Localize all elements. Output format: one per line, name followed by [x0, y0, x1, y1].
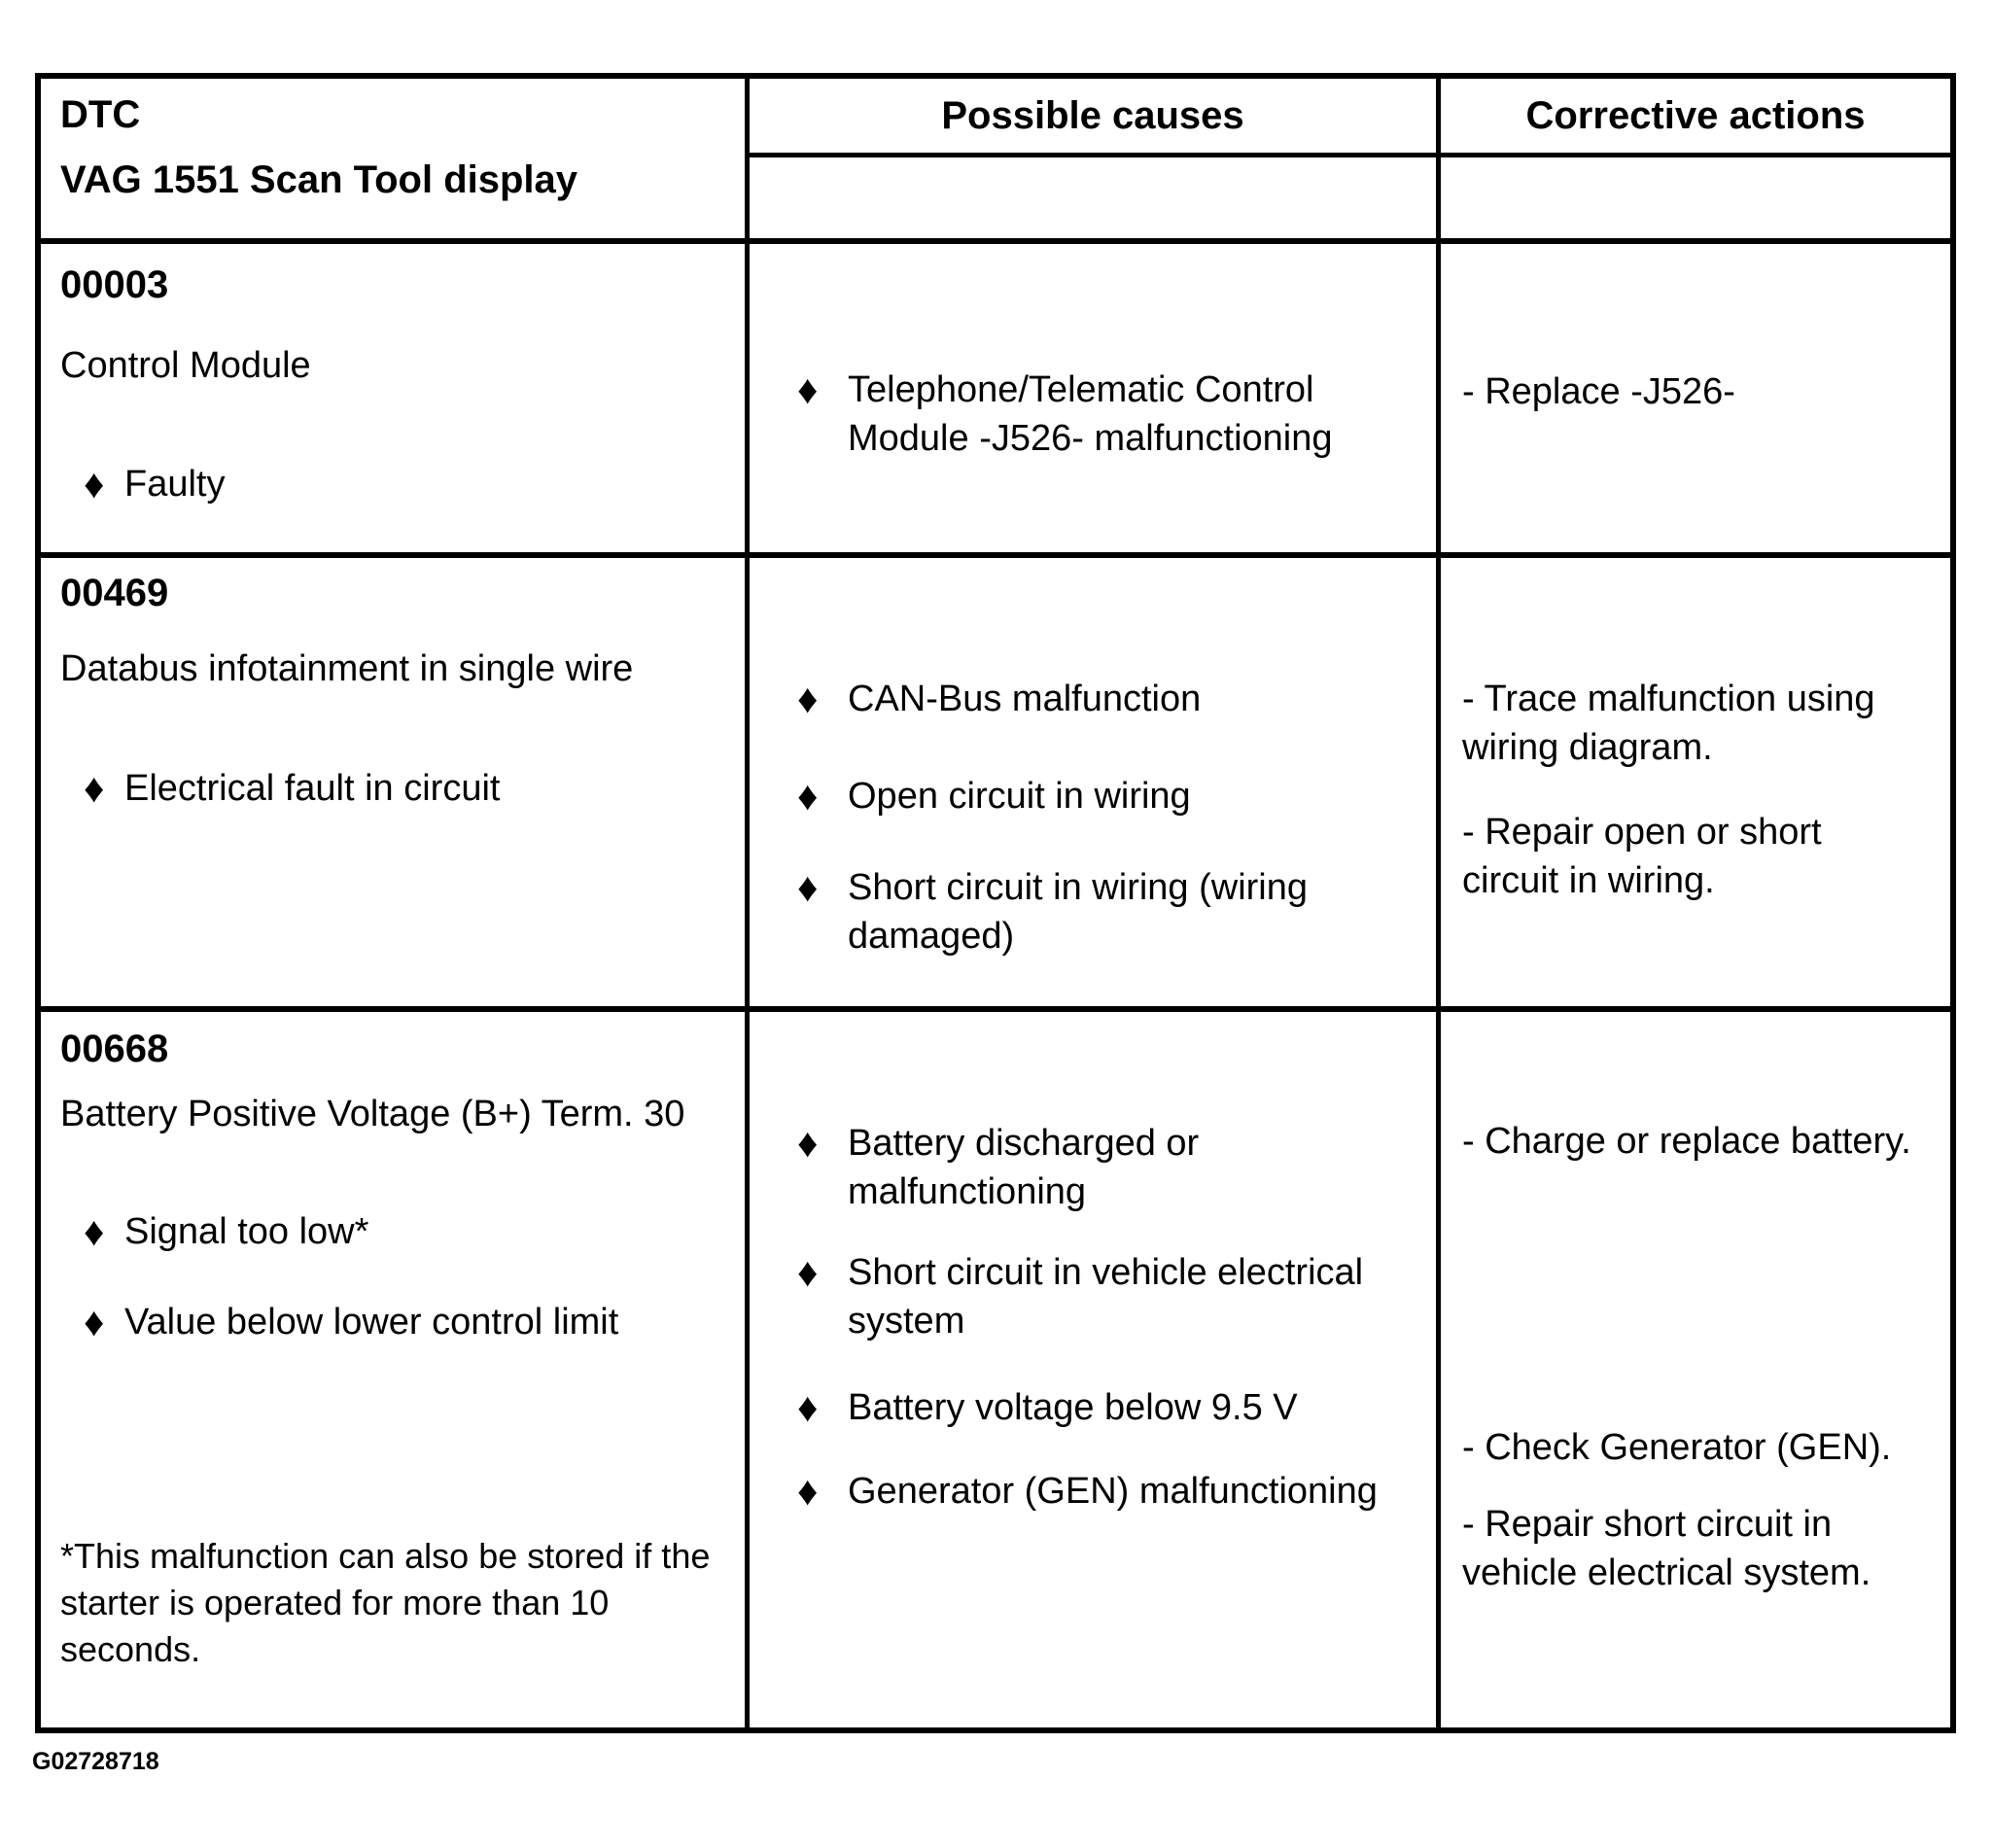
diamond-bullet-icon: ♦ [797, 864, 819, 910]
diamond-bullet-icon: ♦ [797, 1249, 819, 1295]
diamond-bullet-icon: ♦ [797, 1468, 819, 1514]
figure-id-label: G02728718 [32, 1748, 159, 1775]
symptom-item [84, 460, 725, 508]
symptom-text: Electrical fault in circuit [124, 768, 501, 809]
row-00668-causes-cell [745, 1006, 1436, 1727]
cause-text: Battery voltage below 9.5 V [848, 1387, 1298, 1428]
action-text: - Trace malfunction using wiring diagram. [1462, 679, 1875, 768]
diamond-bullet-icon: ♦ [797, 1120, 819, 1166]
row-00003-causes-cell [745, 238, 1436, 552]
action-text: - Repair short circuit in vehicle electrical system. [1462, 1504, 1871, 1593]
action-text: - Check Generator (GEN). [1462, 1427, 1892, 1468]
dtc-code: 00003 [60, 263, 169, 306]
action-text: - Repair open or short circuit in wiring. [1462, 812, 1822, 901]
symptom-text: Faulty [124, 464, 226, 505]
dtc-description: Battery Positive Voltage (B+) Term. 30 [60, 1094, 685, 1134]
cause-text: Generator (GEN) malfunctioning [848, 1471, 1378, 1512]
symptom-item [84, 764, 725, 813]
cause-text: CAN-Bus malfunction [848, 679, 1202, 719]
header-actions-label: Corrective actions [1525, 94, 1866, 137]
cause-text: Battery discharged or malfunctioning [848, 1123, 1200, 1212]
dtc-description: Databus infotainment in single wire [60, 648, 634, 689]
diamond-bullet-icon: ♦ [84, 1299, 105, 1344]
symptom-item [84, 1298, 725, 1346]
diamond-bullet-icon: ♦ [797, 676, 819, 721]
header-cell-dtc [41, 79, 745, 238]
diamond-bullet-icon: ♦ [84, 765, 105, 811]
symptom-item [84, 1207, 725, 1256]
row-00668-actions-cell [1436, 1006, 1950, 1727]
dtc-code: 00668 [60, 1028, 169, 1070]
cause-item [797, 863, 1422, 960]
cause-item [797, 1119, 1422, 1216]
header-dtc-label: DTC [60, 93, 141, 136]
row-00469-actions-cell [1436, 552, 1950, 1006]
dtc-table [35, 73, 1956, 1733]
cause-item [797, 1248, 1422, 1345]
header-cell-causes [745, 79, 1436, 238]
cause-item [797, 1467, 1422, 1516]
diamond-bullet-icon: ♦ [797, 773, 819, 819]
dtc-code: 00469 [60, 572, 169, 614]
row-00469-causes-cell [745, 552, 1436, 1006]
diamond-bullet-icon: ♦ [84, 1208, 105, 1254]
header-cell-actions [1436, 79, 1950, 238]
dtc-footnote: *This malfunction can also be stored if the starter is operated for more than 10 seconds. [60, 1536, 711, 1669]
row-00469-dtc-cell [41, 552, 745, 1006]
row-00668-dtc-cell [41, 1006, 745, 1727]
cause-text: Short circuit in vehicle electrical system [848, 1252, 1364, 1342]
cause-text: Open circuit in wiring [848, 776, 1191, 817]
diamond-bullet-icon: ♦ [797, 1384, 819, 1430]
row-00003-actions-cell [1436, 238, 1950, 552]
symptom-text: Value below lower control limit [124, 1302, 619, 1342]
cause-item [797, 1383, 1422, 1432]
diamond-bullet-icon: ♦ [797, 366, 819, 412]
cause-item [797, 366, 1422, 463]
header-causes-box [750, 79, 1436, 157]
action-text: - Charge or replace battery. [1462, 1121, 1911, 1162]
cause-text: Telephone/Telematic Control Module -J526- malfunctioning [848, 369, 1333, 459]
dtc-table-grid [41, 79, 1950, 1727]
action-text: - Replace -J526- [1462, 371, 1735, 412]
row-00003-dtc-cell [41, 238, 745, 552]
diamond-bullet-icon: ♦ [84, 461, 105, 506]
cause-text: Short circuit in wiring (wiring damaged) [848, 867, 1309, 957]
header-scan-tool-label: VAG 1551 Scan Tool display [60, 158, 578, 201]
cause-item [797, 675, 1422, 723]
symptom-text: Signal too low* [124, 1211, 369, 1252]
cause-item [797, 772, 1422, 820]
header-causes-label: Possible causes [941, 94, 1244, 137]
header-actions-box [1441, 79, 1950, 157]
dtc-description: Control Module [60, 345, 311, 386]
